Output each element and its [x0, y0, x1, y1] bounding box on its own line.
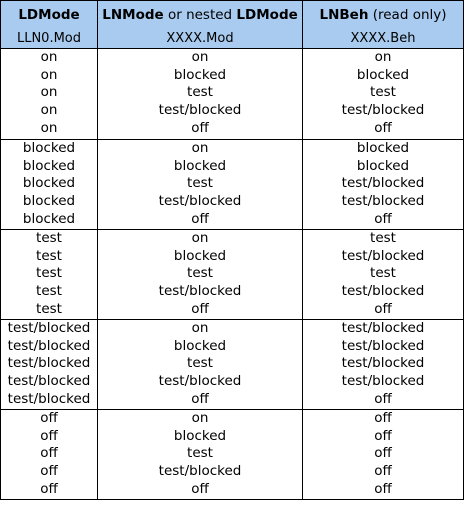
mode-value: test	[36, 230, 62, 246]
ldmode-cell	[1, 140, 98, 230]
mode-value: test/blocked	[158, 102, 242, 119]
mode-value: off	[40, 463, 58, 480]
header-lnbeh-note: (read only)	[368, 7, 447, 23]
mode-value: off	[40, 427, 58, 444]
lnbeh-cell	[303, 320, 464, 410]
mode-value: off	[191, 480, 209, 497]
mode-value: on	[191, 49, 209, 65]
mode-value: on	[40, 66, 58, 83]
mode-value: test/blocked	[341, 355, 425, 372]
mode-value: off	[191, 119, 209, 136]
mode-value: test	[187, 265, 213, 282]
header-ldmode-ref: LLN0.Mod	[1, 29, 98, 49]
mode-value: off	[374, 445, 392, 462]
mode-value: off	[191, 210, 209, 227]
header-lnbeh-title: LNBeh	[319, 7, 369, 23]
table-row	[1, 320, 464, 410]
header-lnbeh	[303, 1, 464, 30]
mode-value: test/blocked	[341, 373, 425, 390]
ldmode-cell	[1, 230, 98, 320]
mode-value: off	[374, 480, 392, 497]
ldmode-cell	[1, 49, 98, 140]
mode-value: test	[36, 265, 62, 282]
mode-value: test/blocked	[7, 355, 91, 372]
mode-value: blocked	[173, 157, 227, 174]
mode-value: off	[374, 427, 392, 444]
mode-value: blocked	[356, 140, 410, 156]
mode-value: on	[191, 230, 209, 246]
mode-value: test	[370, 265, 396, 282]
mode-value: test/blocked	[158, 373, 242, 390]
mode-value: off	[191, 300, 209, 317]
header-subtitle-row	[1, 29, 464, 49]
lnmode-cell	[98, 49, 303, 140]
mode-value: off	[374, 119, 392, 136]
lnbeh-cell	[303, 230, 464, 320]
mode-value: off	[374, 410, 392, 426]
mode-value: test/blocked	[7, 320, 91, 336]
mode-value: blocked	[356, 157, 410, 174]
mode-value: test	[187, 175, 213, 192]
mode-value: test/blocked	[341, 320, 425, 336]
mode-value: test	[36, 300, 62, 317]
mode-value: test	[370, 84, 396, 101]
lnbeh-cell	[303, 49, 464, 140]
header-lnbeh-ref: XXXX.Beh	[303, 29, 464, 49]
table-row	[1, 140, 464, 230]
mode-value: on	[191, 140, 209, 156]
mode-value: off	[374, 463, 392, 480]
mode-value: test/blocked	[341, 102, 425, 119]
table-row	[1, 230, 464, 320]
mode-value: off	[374, 210, 392, 227]
header-lnmode-nested: LDMode	[236, 7, 298, 23]
mode-value: on	[191, 410, 209, 426]
ldmode-cell	[1, 320, 98, 410]
header-lnmode-connector: or nested	[163, 7, 237, 23]
lnmode-cell	[98, 320, 303, 410]
mode-value: blocked	[173, 66, 227, 83]
mode-value: blocked	[173, 247, 227, 264]
header-lnmode-title: LNMode	[102, 7, 164, 23]
mode-value: test/blocked	[7, 373, 91, 390]
lnbeh-cell	[303, 140, 464, 230]
mode-value: off	[40, 480, 58, 497]
mode-value: test/blocked	[158, 193, 242, 210]
table-row	[1, 49, 464, 140]
mode-value: off	[374, 390, 392, 407]
mode-value: on	[40, 102, 58, 119]
mode-value: test/blocked	[341, 283, 425, 300]
mode-value: test/blocked	[341, 193, 425, 210]
table-body	[1, 49, 464, 500]
mode-value: on	[374, 49, 392, 65]
mode-value: test/blocked	[7, 390, 91, 407]
lnbeh-cell	[303, 410, 464, 500]
mode-value: blocked	[173, 337, 227, 354]
mode-value: test	[187, 355, 213, 372]
mode-value: test	[370, 230, 396, 246]
mode-value: blocked	[22, 210, 76, 227]
mode-value: test	[36, 247, 62, 264]
mode-value: blocked	[22, 193, 76, 210]
mode-value: test/blocked	[7, 337, 91, 354]
mode-value: test	[187, 445, 213, 462]
header-lnmode-ref: XXXX.Mod	[98, 29, 303, 49]
mode-value: blocked	[173, 427, 227, 444]
mode-value: blocked	[356, 66, 410, 83]
mode-value: test/blocked	[341, 247, 425, 264]
table-header	[1, 1, 464, 49]
mode-value: off	[40, 445, 58, 462]
mode-value: on	[191, 320, 209, 336]
mode-value: blocked	[22, 175, 76, 192]
mode-value: test/blocked	[341, 175, 425, 192]
table-row	[1, 410, 464, 500]
mode-value: test/blocked	[158, 283, 242, 300]
lnmode-cell	[98, 230, 303, 320]
header-lnmode	[98, 1, 303, 30]
mode-value: on	[40, 119, 58, 136]
mode-value: blocked	[22, 140, 76, 156]
mode-value: blocked	[22, 157, 76, 174]
mode-value: test/blocked	[341, 337, 425, 354]
mode-value: test	[36, 283, 62, 300]
mode-value: on	[40, 49, 58, 65]
mode-value: off	[374, 300, 392, 317]
mode-value: test/blocked	[158, 463, 242, 480]
header-title-row	[1, 1, 464, 30]
ldmode-cell	[1, 410, 98, 500]
mode-value: off	[40, 410, 58, 426]
header-ldmode-title: LDMode	[18, 7, 80, 23]
header-ldmode	[1, 1, 98, 30]
lnmode-cell	[98, 410, 303, 500]
mode-value: test	[187, 84, 213, 101]
mode-value: on	[40, 84, 58, 101]
mode-value: off	[191, 390, 209, 407]
lnmode-cell	[98, 140, 303, 230]
